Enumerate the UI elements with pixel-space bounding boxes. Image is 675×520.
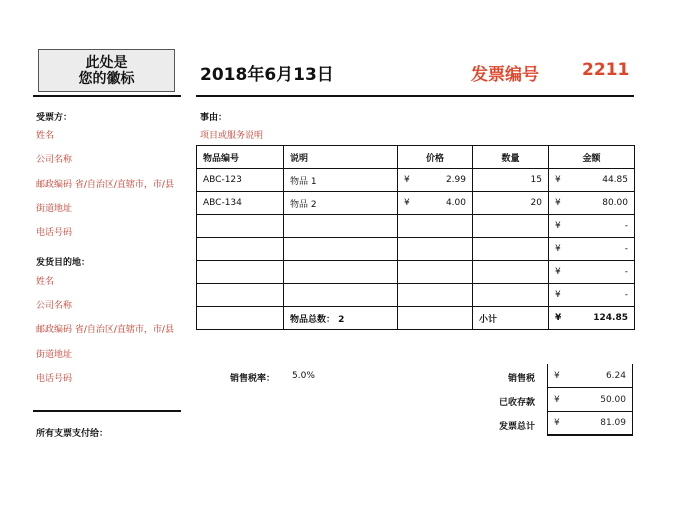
cell-price[interactable] — [398, 192, 473, 215]
price-value: 4.00 — [445, 198, 466, 208]
cell-price[interactable] — [398, 284, 473, 307]
header-description: 说明 — [284, 146, 398, 169]
cell-item-id[interactable] — [197, 238, 284, 261]
totals-empty-cell — [398, 307, 473, 330]
table-row — [197, 169, 635, 192]
header-quantity: 数量 — [473, 146, 549, 169]
subject-value[interactable]: 项目或服务说明 — [200, 131, 264, 141]
received-box — [547, 388, 633, 412]
cell-description[interactable] — [284, 238, 398, 261]
header-price: 价格 — [398, 146, 473, 169]
cell-price[interactable] — [398, 261, 473, 284]
table-row — [197, 192, 635, 215]
table-row — [197, 238, 635, 261]
cell-description[interactable]: 物品 2 — [284, 192, 398, 215]
currency-symbol: ¥ — [554, 394, 560, 405]
cell-quantity[interactable] — [473, 215, 549, 238]
ship-to-postal[interactable]: 邮政编码 省/自治区/直辖市，市/县 — [36, 325, 174, 335]
currency-symbol: ¥ — [555, 290, 561, 300]
cell-description[interactable] — [284, 215, 398, 238]
cell-price[interactable] — [398, 215, 473, 238]
cell-description[interactable]: 物品 1 — [284, 169, 398, 192]
ship-to-heading: 发货目的地： — [36, 258, 91, 268]
payable-divider — [33, 410, 181, 412]
cell-amount — [549, 169, 635, 192]
currency-symbol: ¥ — [554, 370, 560, 381]
logo-line-2: 您的徽标 — [78, 71, 135, 87]
total-items — [284, 307, 398, 330]
header-divider-left — [33, 95, 181, 97]
cell-quantity[interactable] — [473, 261, 549, 284]
header-item-id: 物品编号 — [197, 146, 284, 169]
cell-quantity[interactable] — [473, 238, 549, 261]
totals-empty-cell — [197, 307, 284, 330]
total-label: 发票总计 — [499, 422, 536, 432]
ship-to-name[interactable]: 姓名 — [36, 277, 55, 287]
cell-amount — [549, 284, 635, 307]
ship-to-company[interactable]: 公司名称 — [36, 301, 73, 311]
amount-value: 80.00 — [602, 198, 628, 208]
ship-to-street[interactable]: 街道地址 — [36, 350, 73, 360]
amount-value: 44.85 — [602, 175, 628, 185]
bill-to-phone[interactable]: 电话号码 — [36, 228, 73, 238]
table-row — [197, 284, 635, 307]
currency-symbol: ¥ — [555, 175, 561, 185]
cell-amount — [549, 192, 635, 215]
tax-box — [547, 364, 633, 388]
total-value: 81.09 — [600, 418, 626, 428]
cell-price[interactable] — [398, 238, 473, 261]
currency-symbol: ¥ — [555, 244, 561, 254]
currency-symbol: ¥ — [555, 313, 562, 323]
tax-rate-label: 销售税率： — [230, 374, 276, 384]
total-items-value: 2 — [338, 314, 345, 325]
cell-description[interactable] — [284, 284, 398, 307]
amount-value: - — [624, 290, 628, 300]
bill-to-company[interactable]: 公司名称 — [36, 155, 73, 165]
logo-placeholder — [38, 49, 175, 92]
invoice-number-label: 发票编号 — [471, 65, 539, 85]
items-table — [196, 145, 635, 330]
invoice-date: 2018年6月13日 — [200, 65, 334, 85]
bill-to-street[interactable]: 街道地址 — [36, 204, 73, 214]
subtotal-label: 小计 — [473, 307, 549, 330]
currency-symbol: ¥ — [555, 198, 561, 208]
cell-quantity[interactable]: 15 — [473, 169, 549, 192]
header-amount: 金额 — [549, 146, 635, 169]
subject-label: 事由： — [200, 113, 228, 123]
amount-value: - — [624, 221, 628, 231]
table-row — [197, 261, 635, 284]
currency-symbol: ¥ — [404, 175, 410, 185]
cell-item-id[interactable] — [197, 215, 284, 238]
cell-quantity[interactable] — [473, 284, 549, 307]
amount-value: - — [624, 267, 628, 277]
cell-description[interactable] — [284, 261, 398, 284]
cell-item-id[interactable] — [197, 284, 284, 307]
cell-amount — [549, 238, 635, 261]
received-label: 已收存款 — [499, 398, 536, 408]
table-totals-row — [197, 307, 635, 330]
bill-to-heading: 受票方： — [36, 113, 73, 123]
total-items-label: 物品总数： — [290, 314, 336, 325]
table-header-row — [197, 146, 635, 169]
amount-value: - — [624, 244, 628, 254]
cell-amount — [549, 215, 635, 238]
tax-rate-value[interactable]: 5.0% — [292, 371, 315, 381]
price-value: 2.99 — [445, 175, 466, 185]
currency-symbol: ¥ — [554, 418, 560, 428]
bill-to-name[interactable]: 姓名 — [36, 131, 55, 141]
tax-label: 销售税 — [508, 374, 536, 384]
cell-item-id[interactable]: ABC-123 — [197, 169, 284, 192]
logo-line-1: 此处是 — [85, 55, 128, 71]
received-value[interactable]: 50.00 — [600, 394, 626, 405]
total-box — [547, 412, 633, 436]
ship-to-phone[interactable]: 电话号码 — [36, 374, 73, 384]
subtotal-value: 124.85 — [593, 313, 628, 323]
table-row — [197, 215, 635, 238]
cell-amount — [549, 261, 635, 284]
subtotal-cell — [549, 307, 635, 330]
cell-item-id[interactable]: ABC-134 — [197, 192, 284, 215]
cell-quantity[interactable]: 20 — [473, 192, 549, 215]
payable-label: 所有支票支付给： — [36, 429, 109, 439]
invoice-number: 2211 — [582, 60, 630, 80]
currency-symbol: ¥ — [404, 198, 410, 208]
cell-item-id[interactable] — [197, 261, 284, 284]
bill-to-postal[interactable]: 邮政编码 省/自治区/直辖市，市/县 — [36, 180, 174, 190]
currency-symbol: ¥ — [555, 267, 561, 277]
tax-value: 6.24 — [605, 370, 626, 381]
cell-price[interactable] — [398, 169, 473, 192]
currency-symbol: ¥ — [555, 221, 561, 231]
header-divider-right — [196, 95, 634, 97]
